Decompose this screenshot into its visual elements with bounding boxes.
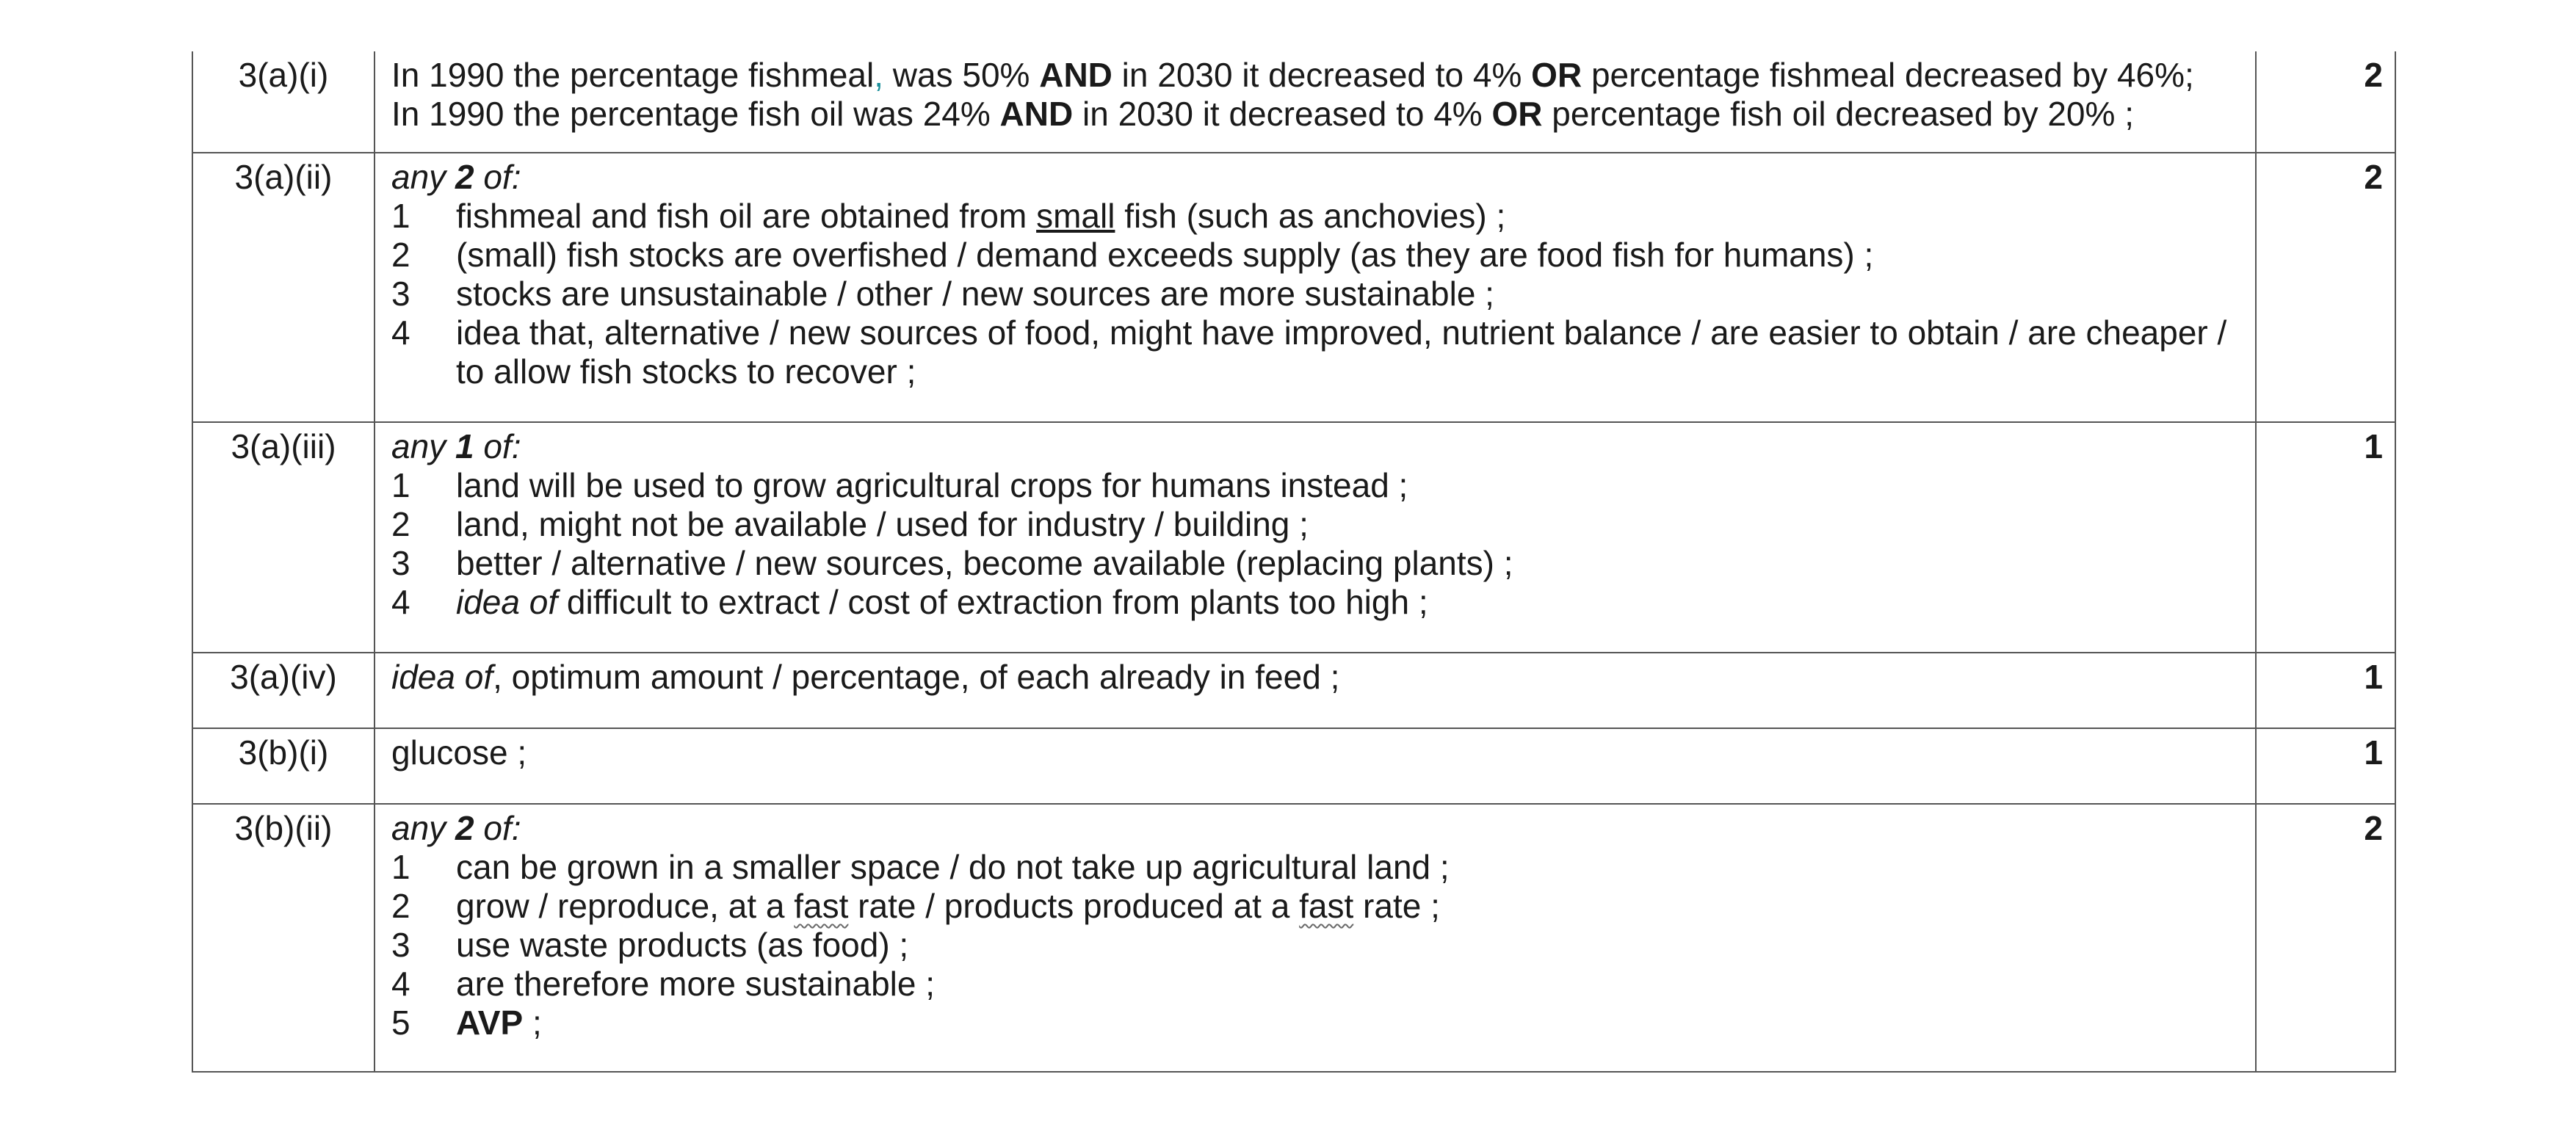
answer-text: percentage fishmeal decreased by 46%;: [1582, 56, 2194, 94]
item-number: 4: [391, 583, 410, 621]
list-item: [391, 505, 2237, 544]
item-text: [456, 583, 2237, 622]
question-number: 3(a)(iv): [192, 653, 375, 728]
italic-phrase: idea of: [391, 658, 493, 696]
item-number: 4: [391, 313, 410, 352]
item-text: land will be used to grow agricultural crops for humans instead ;: [456, 466, 1408, 504]
item-text-part: fishmeal and fish oil are obtained from: [456, 197, 1037, 235]
intro-text: of:: [474, 809, 521, 847]
question-number: 3(b)(i): [192, 728, 375, 804]
keyword-avp: AVP: [456, 1004, 524, 1042]
item-text: (small) fish stocks are overfished / demand exceeds supply (as they are food fish for humans) ;: [456, 236, 1874, 274]
answer-cell: [375, 422, 2256, 653]
table-row: [192, 422, 2395, 653]
keyword-or: OR: [1531, 56, 1582, 94]
answer-cell: [375, 804, 2256, 1072]
list-item: [391, 1004, 2237, 1042]
intro-text: of:: [474, 158, 521, 196]
item-number: 3: [391, 275, 410, 313]
wavy-underlined-word: fast: [1299, 887, 1354, 925]
any-of-intro: [391, 809, 2237, 848]
list-item: [391, 275, 2237, 313]
item-number: 4: [391, 965, 410, 1003]
item-text: better / alternative / new sources, become available (replacing plants) ;: [456, 544, 1513, 582]
item-number: 1: [391, 197, 410, 235]
keyword-and: AND: [999, 95, 1074, 133]
item-text: [456, 1004, 2237, 1042]
answer-text: in 2030 it decreased to 4%: [1073, 95, 1492, 133]
answer-text: in 2030 it decreased to 4%: [1112, 56, 1532, 94]
item-text: [456, 887, 2237, 926]
item-number: 5: [391, 1004, 410, 1042]
answer-cell: [375, 728, 2256, 804]
intro-text: any: [391, 427, 455, 465]
list-item: [391, 197, 2237, 236]
answer-line: [391, 95, 2237, 134]
answer-line: [391, 658, 2237, 697]
mark-scheme-page: [192, 51, 2395, 1073]
item-text: are therefore more sustainable ;: [456, 965, 936, 1003]
answer-cell: [375, 153, 2256, 422]
any-of-intro: [391, 427, 2237, 466]
item-text: use waste products (as food) ;: [456, 926, 909, 964]
table-row: [192, 804, 2395, 1072]
any-of-intro: [391, 158, 2237, 197]
mark-scheme-table: [192, 51, 2396, 1073]
item-text: can be grown in a smaller space / do not take up agricultural land ;: [456, 848, 1450, 886]
list-item: [391, 466, 2237, 505]
list-item: [391, 848, 2237, 887]
item-text: land, might not be available / used for industry / building ;: [456, 505, 1309, 543]
intro-count: 2: [455, 158, 474, 196]
item-text: stocks are unsustainable / other / new sources are more sustainable ;: [456, 275, 1494, 313]
table-row: [192, 51, 2395, 153]
item-text-part: ;: [523, 1004, 542, 1042]
question-number: 3(b)(ii): [192, 804, 375, 1072]
intro-count: 2: [455, 809, 474, 847]
answer-cell: [375, 653, 2256, 728]
list-item: [391, 965, 2237, 1004]
wavy-underlined-word: fast: [794, 887, 849, 925]
item-number: 1: [391, 848, 410, 886]
intro-count: 1: [455, 427, 474, 465]
table-row: [192, 153, 2395, 422]
intro-text: of:: [474, 427, 521, 465]
question-number: 3(a)(iii): [192, 422, 375, 653]
answer-text: , optimum amount / percentage, of each already in feed ;: [493, 658, 1340, 696]
item-number: 1: [391, 466, 410, 504]
list-item: [391, 313, 2237, 391]
list-item: [391, 544, 2237, 583]
marks-cell: 1: [2256, 728, 2395, 804]
item-text-part: rate ;: [1353, 887, 1440, 925]
answer-line: glucose ;: [391, 733, 527, 772]
item-number: 3: [391, 926, 410, 964]
question-number: 3(a)(ii): [192, 153, 375, 422]
marks-cell: 2: [2256, 804, 2395, 1072]
answer-cell: [375, 51, 2256, 153]
list-item: [391, 926, 2237, 965]
item-number: 2: [391, 236, 410, 274]
question-number: 3(a)(i): [192, 51, 375, 153]
table-row: [192, 653, 2395, 728]
intro-text: any: [391, 158, 455, 196]
answer-text: percentage fish oil decreased by 20% ;: [1542, 95, 2134, 133]
list-item: [391, 583, 2237, 622]
item-number: 2: [391, 887, 410, 925]
item-number: 3: [391, 544, 410, 582]
keyword-or: OR: [1491, 95, 1543, 133]
answer-text: was 50%: [883, 56, 1040, 94]
marks-cell: 1: [2256, 422, 2395, 653]
marks-cell: 2: [2256, 153, 2395, 422]
answer-text: In 1990 the percentage fishmeal: [391, 56, 875, 94]
item-text-part: grow / reproduce, at a: [456, 887, 795, 925]
marks-cell: 1: [2256, 653, 2395, 728]
item-text-part: fish (such as anchovies) ;: [1115, 197, 1506, 235]
list-item: [391, 887, 2237, 926]
list-item: [391, 236, 2237, 275]
item-text-part: rate / products produced at a: [848, 887, 1300, 925]
item-text: [456, 197, 2237, 236]
table-row: [192, 728, 2395, 804]
item-text-part: difficult to extract / cost of extraction from plants too high ;: [557, 583, 1428, 621]
keyword-and: AND: [1039, 56, 1112, 94]
italic-phrase: idea of: [456, 583, 558, 621]
item-text: idea that, alternative / new sources of food, might have improved, nutrient balance / are easier to obtain / are cheaper / to allow fish stocks to recover ;: [456, 313, 2227, 391]
marks-cell: 2: [2256, 51, 2395, 153]
underlined-word: small: [1036, 197, 1115, 235]
answer-text: ,: [874, 56, 884, 94]
answer-text: In 1990 the percentage fish oil was 24%: [391, 95, 1000, 133]
item-number: 2: [391, 505, 410, 543]
answer-line: [391, 56, 2237, 95]
intro-text: any: [391, 809, 455, 847]
